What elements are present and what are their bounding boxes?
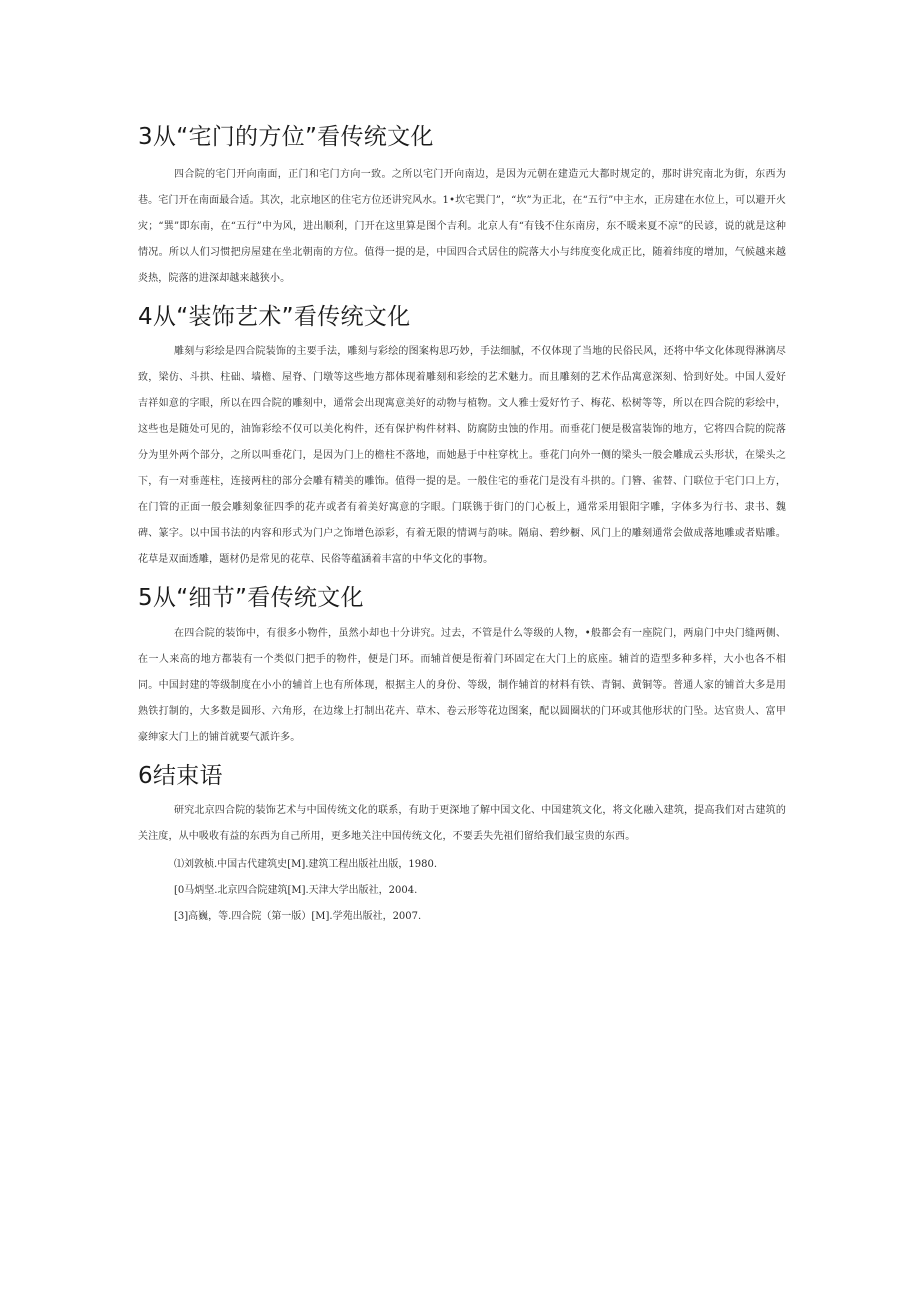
section-paragraph: 研究北京四合院的装饰艺术与中国传统文化的联系，有助于更深地了解中国文化、中国建筑文化，将文化融入建筑，提高我们对古建筑的关注度，从中吸收有益的东西为自己所用，更多地关注中国传统文化，不要丢失先祖们留给我们最宝贵的东西。 <box>138 805 786 843</box>
reference-item: ⑴刘敦桢.中国古代建筑史[M].建筑工程出版社出版，1980. <box>174 859 438 871</box>
section-heading: 3从“宅门的方位”看传统文化 <box>138 124 434 150</box>
section-decorative-art <box>138 304 786 574</box>
section-paragraph: 四合院的宅门开向南面，正门和宅门方向一致。之所以宅门开向南边，是因为元朝在建造元大都时规定的，那时讲究南北为街，东西为巷。宅门开在南面最合适。其次，北京地区的住宅方位还讲究风水。1•坎宅巽门”，“坎”为正北，在“五行”中主水，正房建在水位上，可以避开火灾；“巽”即东南，在“五行”中为风，进出顺利，门开在这里算是图个吉利。北京人有“有钱不住东南房，东不暖来夏不凉”的民谚，说的就是这种情况。所以人们习惯把房屋建在坐北朝南的方位。值得一提的是，中国四合式居住的院落大小与纬度变化成正比，随着纬度的增加，气候越来越炎热，院落的进深却越来越狭小。 <box>138 168 786 284</box>
section-paragraph: 在四合院的装饰中，有很多小物件，虽然小却也十分讲究。过去，不管是什么等级的人物，•般都会有一座院门，两扇门中央门缝两侧、在一人来高的地方都装有一个类似门把手的物件，便是门环。而辅首便是衔着门环固定在大门上的底座。辅首的造型多种多样，大小也各不相同。中国封建的等级制度在小小的辅首上也有所体现，根据主人的身份、等级，制作辅首的材料有铁、青铜、黄铜等。普通人家的铺首大多是用熟铁打制的，大多数是圆形、六角形，在边缘上打制出花卉、草木、卷云形等花边图案，配以圆圈状的门环或其他形状的门坠。达官贵人、富甲豪绅家大门上的铺首就要气派许多。 <box>138 627 786 743</box>
section-heading: 6结束语 <box>138 762 223 789</box>
section-gate-orientation <box>138 124 786 292</box>
section-heading: 5从“细节”看传统文化 <box>138 585 364 612</box>
document-page <box>138 124 786 930</box>
section-paragraph: 雕刻与彩绘是四合院装饰的主要手法，雕刻与彩绘的图案构思巧妙，手法细腻，不仅体现了当地的民俗民风，还将中华文化体现得淋漓尽致，梁仿、斗拱、柱础、墙檐、屋脊、门墩等这些地方都体现着雕刻和彩绘的艺术魅力。而且雕刻的艺术作品寓意深刻、恰到好处。中国人爱好吉祥如意的字眼，所以在四合院的雕刻中，通常会出现寓意美好的动物与植物。文人雅士爱好竹子、梅花、松树等等，所以在四合院的彩绘中，这些也是随处可见的，油饰彩绘不仅可以美化构件，还有保护构件材料、防腐防虫蚀的作用。而垂花门便是极富装饰的地方，它将四合院的院落分为里外两个部分，之所以叫垂花门，是因为门上的檐柱不落地，而她悬于中柱穿枕上。垂花门向外一侧的梁头一般会雕成云头形状，在梁头之下，有一对垂莲柱，连接两柱的部分会雕有精美的雕饰。值得一提的是。一般住宅的垂花门是没有斗拱的。门簪、雀替、门联位于宅门口上方，在门管的正面一般会雕刻象征四季的花卉或者有着美好寓意的字眼。门联镌于街门的门心板上，通常采用银阳字雕，字体多为行书、隶书、魏碑、篆字。以中国书法的内容和形式为门户之饰增色添彩，有着无限的情调与韵味。隔扇、碧纱橱、风门上的雕刻通常会做成落地雕或者贴雕。花草是双面透雕，题材仍是常见的花草、民俗等蕴涵着丰富的中华文化的事物。 <box>138 346 786 566</box>
section-conclusion <box>138 763 786 931</box>
reference-item: [3]高巍，等.四合院（第一版）[M].学苑出版社，2007. <box>174 911 422 923</box>
section-heading: 4从“装饰艺术”看传统文化 <box>138 303 411 330</box>
reference-list <box>138 852 786 930</box>
section-details <box>138 585 786 751</box>
reference-item: [0马炳坚.北京四合院建筑[M].天津大学出版社，2004. <box>174 885 418 897</box>
